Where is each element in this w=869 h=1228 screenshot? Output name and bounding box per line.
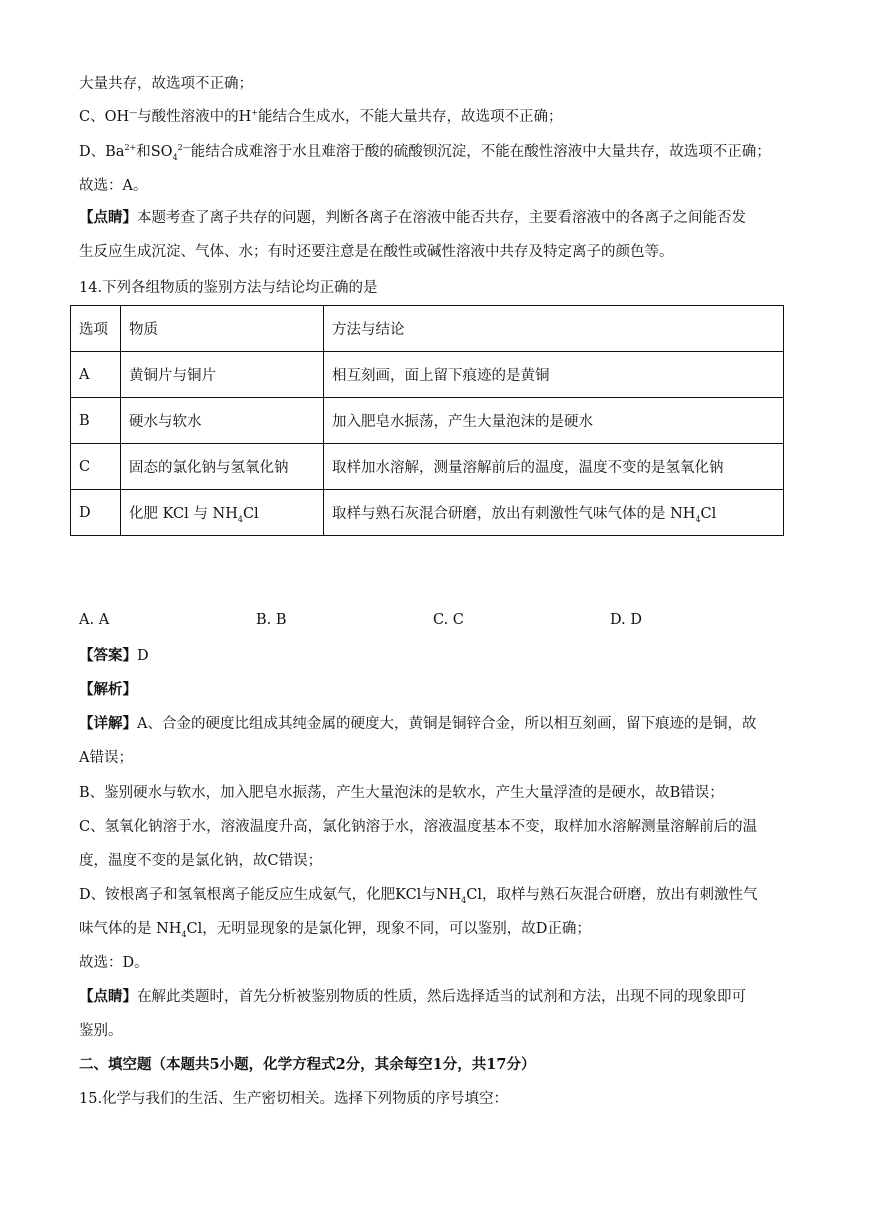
table-header: 选项 [71,306,121,352]
table-cell: C [71,444,121,490]
superscript: + [251,108,258,118]
table-cell: B [71,398,121,444]
text-span: Cl，取样与熟石灰混合研磨，放出有刺激性气 [466,887,758,903]
text-line: 故选：D。 [79,955,149,971]
text-line [79,885,757,905]
text-span: A、合金的硬度比组成其纯金属的硬度大，黄铜是铜锌合金，所以相互刻画，留下痕迹的是铜，故 [137,716,757,732]
table-row [71,352,784,398]
table-header: 方法与结论 [324,306,784,352]
text-span: 能结合成难溶于水且难溶于酸的硫酸钡沉淀，不能在酸性溶液中大量共存，故选项不正确； [190,144,771,160]
text-span: 化肥 KCl 与 NH [129,506,238,522]
text-line: 鉴别。 [79,1023,123,1039]
choice-c: C. C [433,612,464,628]
question-table [70,305,784,536]
choice-b: B. B [256,612,287,628]
table-cell: D [71,490,121,536]
superscript: 2— [177,143,191,153]
table-cell [121,490,324,536]
table-row [71,444,784,490]
text-line: 度，温度不变的是氯化钠，故C错误； [79,853,323,869]
table-row [71,398,784,444]
text-span: D、铵根离子和氢氧根离子能反应生成氨气，化肥KCl与NH [79,887,462,903]
answer-label: 【答案】 [79,647,137,664]
text-line-option-c [79,107,563,127]
text-span: D、Ba [79,144,125,160]
text-span: Cl [700,506,717,522]
text-line: B、鉴别硬水与软水，加入肥皂水振荡，产生大量泡沫的是软水，产生大量浮渣的是硬水，故B错误； [79,785,724,801]
table-cell: 固态的氯化钠与氢氧化钠 [121,444,324,490]
text-line: 生反应生成沉淀、气体、水；有时还要注意是在酸性或碱性溶液中共存及特定离子的颜色等。 [79,244,674,260]
subscript: 4 [237,514,243,524]
detail-label: 【详解】 [79,715,137,732]
table-row [71,490,784,536]
table-header: 物质 [121,306,324,352]
highlight-paragraph [79,987,746,1007]
text-span: 和SO [136,144,173,160]
text-span: 在解此类题时，首先分析被鉴别物质的性质，然后选择适当的试剂和方法，出现不同的现象即可 [137,989,746,1005]
table-cell [324,490,784,536]
text-span: 与酸性溶液中的H [137,109,252,125]
table-cell: A [71,352,121,398]
question-15: 15.化学与我们的生活、生产密切相关。选择下列物质的序号填空： [79,1091,509,1107]
table-cell: 相互刻画，面上留下痕迹的是黄铜 [324,352,784,398]
subscript: 4 [181,929,187,939]
text-span: Cl [242,506,259,522]
text-line [79,919,591,939]
table-cell: 取样加水溶解，测量溶解前后的温度，温度不变的是氢氧化钠 [324,444,784,490]
table-cell: 硬水与软水 [121,398,324,444]
answer-value: D [137,648,149,664]
highlight-label: 【点睛】 [79,209,137,226]
choice-a: A. A [79,612,110,628]
text-span: C、OH [79,109,130,125]
superscript: 2+ [124,143,137,153]
text-span: 味气体的是 NH [79,921,182,937]
highlight-label: 【点睛】 [79,988,137,1005]
answer-line [79,646,149,666]
choice-d: D. D [610,612,642,628]
text-line: 故选：A。 [79,178,148,194]
highlight-paragraph [79,208,746,228]
text-line: A错误； [79,750,133,766]
subscript: 4 [461,895,467,905]
text-span: 取样与熟石灰混合研磨，放出有刺激性气味气体的是 NH [332,506,696,522]
text-line-option-d [79,142,771,162]
superscript: — [129,108,138,118]
subscript: 4 [695,514,701,524]
text-span: Cl，无明显现象的是氯化钾，现象不同，可以鉴别，故D正确； [186,921,591,937]
text-span: 本题考查了离子共存的问题，判断各离子在溶液中能否共存，主要看溶液中的各离子之间能否发 [137,210,746,226]
question-14: 14.下列各组物质的鉴别方法与结论均正确的是 [79,280,378,296]
text-span: 能结合生成水，不能大量共存，故选项不正确； [258,109,563,125]
table-cell: 加入肥皂水振荡，产生大量泡沫的是硬水 [324,398,784,444]
analysis-label: 【解析】 [79,681,137,698]
text-line: 大量共存，故选项不正确； [79,76,253,92]
table-header-row [71,306,784,352]
detail-line [79,714,756,734]
subscript: 4 [172,152,178,162]
table-cell: 黄铜片与铜片 [121,352,324,398]
section-heading: 二、填空题（本题共5小题，化学方程式2分，其余每空1分，共17分） [79,1056,536,1073]
text-line: C、氢氧化钠溶于水，溶液温度升高，氯化钠溶于水，溶液温度基本不变，取样加水溶解测量溶解前后的温 [79,819,758,835]
